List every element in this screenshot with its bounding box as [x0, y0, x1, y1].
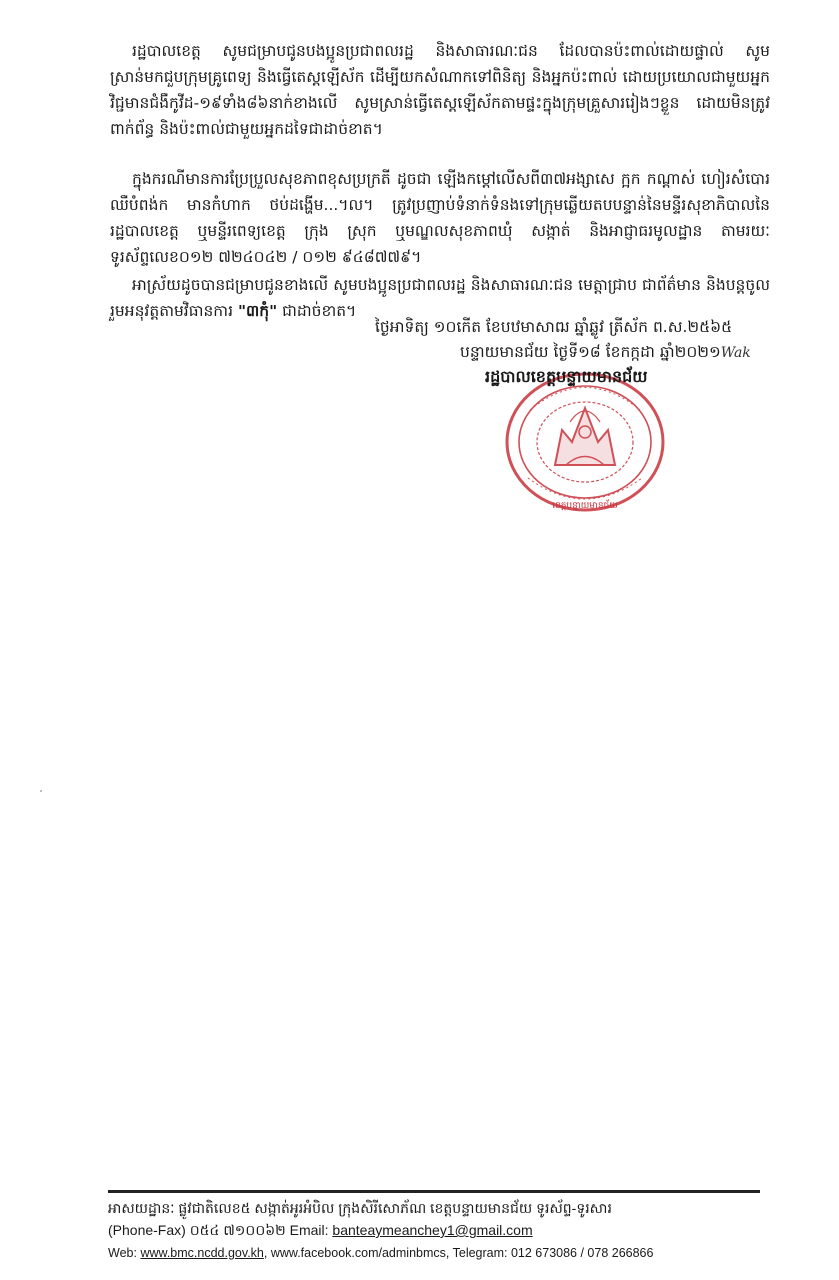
solar-date-line — [460, 340, 751, 365]
paragraph-1-text: រដ្ឋបាលខេត្ត សូមជម្រាបជូនបងប្អូនប្រជាពលរដ្ឋ និងសាធារណៈជន ដែលបានប៉ះពាល់ដោយផ្ទាល់ សូមស្រាន់មកជួបក្រុមគ្រូពេទ្យ និងធ្វើតេស្តឡើស័ក ដើម្បីយកសំណាកទៅពិនិត្យ និងអ្នកប៉ះពាល់ ដោយប្រយោលជាមួយអ្នកវិជ្ជមានជំងឺកូវីដ-១៩ទាំង៨៦នាក់ខាងលើ សូមស្រាន់ធ្វើតេស្តឡើស័កតាមផ្ទះក្នុងក្រុមគ្រួសាររៀងៗខ្លួន ដោយមិនត្រូវពាក់ព័ន្ធ និងប៉ះពាល់ជាមួយអ្នកដទៃជាដាច់ខាត។ — [110, 41, 770, 138]
paragraph-3-text-b: ជាដាច់ខាត។ — [282, 301, 357, 320]
footer-telegram: , Telegram: 012 673086 / 078 266866 — [445, 1246, 654, 1260]
scan-speck — [40, 790, 42, 792]
issuing-office: រដ្ឋបាលខេត្តបន្ទាយមានជ័យ — [485, 367, 648, 386]
footer-phone-fax: (Phone-Fax) ០៥៤ ៧១០០៦២ — [108, 1222, 286, 1238]
footer-web-label: Web: — [108, 1246, 137, 1260]
footer-email-link[interactable]: banteaymeanchey1@gmail.com — [332, 1222, 533, 1238]
seal-text: ខេត្តបន្ទាយមានជ័យ — [552, 501, 618, 511]
footer-address: អាសយដ្ឋានៈ ផ្លូវជាតិលេខ៥ សង្កាត់អូរអំបិល ក្រុងសិរីសោភ័ណ ខេត្តបន្ទាយមានជ័យ ទូរស័ព្ទ-ទូរសារ — [108, 1200, 612, 1216]
footer-web — [108, 1243, 768, 1263]
handwritten-mark: Wak — [720, 345, 751, 361]
footer-email-label: Email: — [289, 1222, 329, 1238]
paragraph-2 — [110, 166, 770, 270]
footer-contact — [108, 1220, 768, 1240]
official-seal — [500, 370, 670, 520]
solar-date: បន្ទាយមានជ័យ ថ្ងៃទី១៨ ខែកក្កដា ឆ្នាំ២០២១ — [460, 343, 721, 361]
footer-website-link[interactable]: www.bmc.ncdd.gov.kh — [140, 1246, 264, 1260]
paragraph-3-text-a: អាស្រ័យដូចបានជម្រាបជូនខាងលើ សូមបងប្អូនប្រជាពលរដ្ឋ និងសាធារណៈជន មេត្តាជ្រាប ជាព័ត៌មាន និងបន្តចូលរួមអនុវត្តតាមវិធានការ — [110, 275, 770, 320]
three-dont-measure: "៣កុំ" — [237, 301, 278, 320]
paragraph-1 — [110, 38, 770, 142]
lunar-date: ថ្ងៃអាទិត្យ ១០កើត ខែបឋមាសាឍ ឆ្នាំឆ្លូវ ត្រីស័ក ព.ស.២៥៦៥ — [375, 318, 733, 336]
footer-facebook[interactable]: , www.facebook.com/adminbmcs — [263, 1246, 446, 1260]
paragraph-2-text: ក្នុងករណីមានការប្រែប្រួលសុខភាពខុសប្រក្រតី ដូចជា ឡើងកម្ដៅលើសពី៣៧អង្សាសេ ក្អក កណ្ដាស់ ហៀរសំបោរ ឈឺបំពង់ក មានកំហាក ថប់ដង្ហើម...។ល។ ត្រូវប្រញាប់ទំនាក់ទំនងទៅក្រុមឆ្លើយតបបន្ទាន់នៃមន្ទីរសុខាភិបាលនៃរដ្ឋបាលខេត្ត ឬមន្ទីរពេទ្យខេត្ត ក្រុង ស្រុក ឬមណ្ឌលសុខភាពឃុំ សង្កាត់ និងអាជ្ញាធរមូលដ្ឋាន តាមរយៈទូរស័ព្ទលេខ០១២ ៧២៤០៤២ / ០១២ ៩៤៨៧៧៩។ — [110, 169, 770, 266]
footer-divider — [108, 1190, 760, 1193]
